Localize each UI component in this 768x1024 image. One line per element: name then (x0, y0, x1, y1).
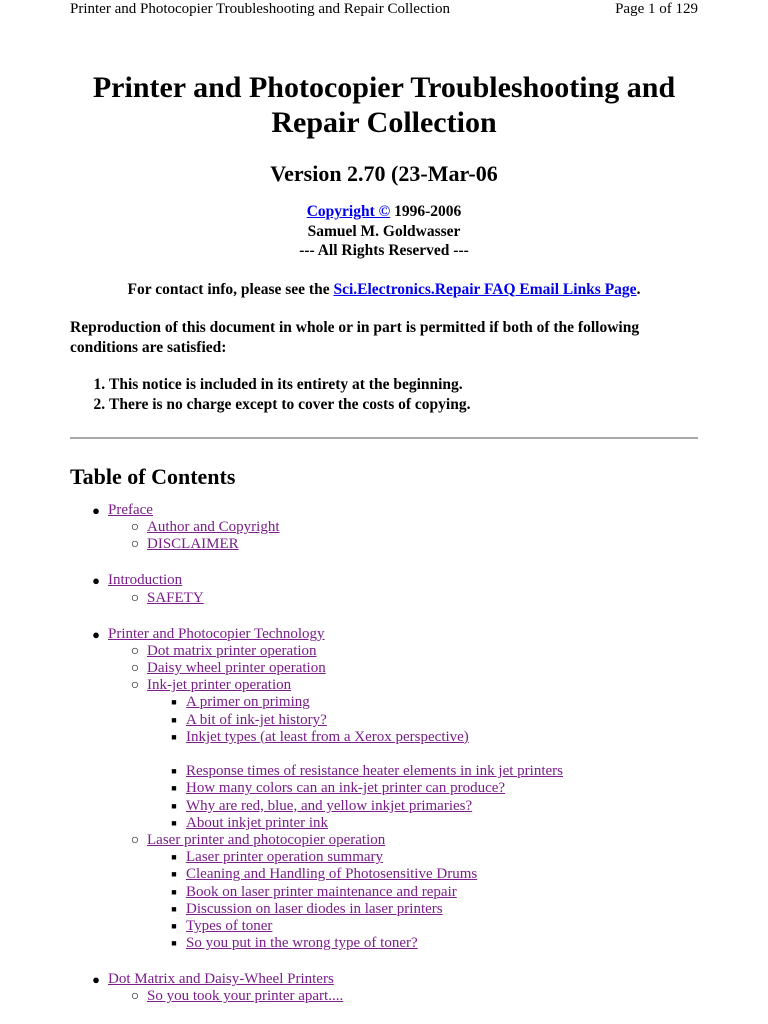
toc-link-drum-cleaning[interactable]: Cleaning and Handling of Photosensitive Drums (186, 866, 478, 883)
toc-item (70, 519, 698, 536)
square-bullet-icon: ■ (171, 869, 177, 880)
circle-bullet-icon: ○ (130, 590, 140, 606)
toc-link-toner-types[interactable]: Types of toner (186, 918, 273, 935)
toc-item (70, 590, 698, 607)
contact-suffix: . (636, 280, 641, 298)
email-links-page-link[interactable]: Sci.Electronics.Repair FAQ Email Links Page (333, 280, 637, 298)
toc-group-introduction (70, 572, 698, 606)
toc-item (70, 971, 698, 988)
reproduction-notice: Reproduction of this document in whole or in part is permitted if both of the following conditions are satisfied: (70, 319, 640, 356)
square-bullet-icon: ■ (171, 903, 177, 914)
toc-group-dot-matrix (70, 971, 698, 1005)
toc-item (70, 643, 698, 660)
circle-bullet-icon: ○ (130, 661, 140, 677)
toc-link-inkjet-types[interactable]: Inkjet types (at least from a Xerox perspective) (186, 728, 469, 745)
toc-item (70, 866, 698, 883)
toc-link-author-copyright[interactable]: Author and Copyright (147, 519, 280, 536)
toc-link-safety[interactable]: SAFETY (147, 589, 204, 606)
toc-link-printer-apart[interactable]: So you took your printer apart.... (147, 988, 344, 1005)
toc-group-preface (70, 502, 698, 554)
condition-item: 1. This notice is included in its entirety at the beginning. (109, 375, 698, 395)
square-bullet-icon: ■ (171, 714, 177, 725)
toc-item (70, 660, 698, 677)
disc-bullet-icon: ● (92, 573, 100, 589)
toc-item (70, 815, 698, 832)
toc-link-disclaimer[interactable]: DISCLAIMER (147, 536, 239, 553)
toc-link-inkjet-operation[interactable]: Ink-jet printer operation (147, 677, 292, 694)
toc-link-how-many-colors[interactable]: How many colors can an ink-jet printer can produce? (186, 780, 506, 797)
author-name: Samuel M. Goldwasser (307, 222, 461, 240)
circle-bullet-icon: ○ (130, 833, 140, 849)
condition-item: 2. There is no charge except to cover the costs of copying. (109, 395, 698, 415)
copyright-years: 1996-2006 (390, 203, 462, 220)
toc-link-inkjet-primaries[interactable]: Why are red, blue, and yellow inkjet primaries? (186, 797, 473, 814)
toc-heading: Table of Contents (70, 464, 236, 489)
toc-item (70, 502, 698, 519)
copyright-link[interactable]: Copyright © (306, 203, 391, 220)
toc-link-laser-diodes[interactable]: Discussion on laser diodes in laser printers (186, 900, 443, 917)
disc-bullet-icon: ● (92, 626, 100, 642)
contact-prefix: For contact info, please see the (127, 280, 334, 298)
square-bullet-icon: ■ (171, 852, 177, 863)
version-line: Version 2.70 (23-Mar-06 (270, 161, 498, 186)
toc-link-laser-book[interactable]: Book on laser printer maintenance and repair (186, 883, 457, 900)
disc-bullet-icon: ● (92, 503, 100, 518)
circle-bullet-icon: ○ (130, 678, 140, 694)
title-line-2: Repair Collection (271, 106, 497, 139)
square-bullet-icon: ■ (171, 938, 177, 949)
toc-link-technology[interactable]: Printer and Photocopier Technology (108, 625, 325, 642)
toc-item (70, 712, 698, 729)
square-bullet-icon: ■ (171, 783, 177, 794)
toc-item (70, 884, 698, 901)
circle-bullet-icon: ○ (130, 643, 140, 659)
toc-link-laser-summary[interactable]: Laser printer operation summary (186, 849, 384, 866)
square-bullet-icon: ■ (171, 817, 177, 828)
toc-link-dot-matrix-printers[interactable]: Dot Matrix and Daisy-Wheel Printers (108, 971, 334, 988)
square-bullet-icon: ■ (171, 697, 177, 708)
toc-link-inkjet-history[interactable]: A bit of ink-jet history? (186, 711, 327, 728)
toc-item (70, 763, 698, 780)
title-line-1: Printer and Photocopier Troubleshooting and (92, 71, 676, 104)
horizontal-divider (70, 437, 698, 439)
document-content (70, 0, 698, 1024)
toc-item (70, 918, 698, 935)
square-bullet-icon: ■ (171, 921, 177, 932)
toc-group-technology (70, 626, 698, 953)
toc-item (70, 572, 698, 589)
toc-link-daisy-wheel-operation[interactable]: Daisy wheel printer operation (147, 660, 326, 677)
toc-link-laser-operation[interactable]: Laser printer and photocopier operation (147, 832, 386, 849)
conditions-list (70, 375, 698, 414)
toc-link-inkjet-ink[interactable]: About inkjet printer ink (186, 814, 329, 831)
toc-item (70, 729, 698, 746)
square-bullet-icon: ■ (171, 800, 177, 811)
toc-link-introduction[interactable]: Introduction (108, 572, 183, 589)
document-title (70, 70, 698, 140)
toc-item (70, 780, 698, 797)
circle-bullet-icon: ○ (130, 520, 140, 536)
toc-link-wrong-toner[interactable]: So you put in the wrong type of toner? (186, 935, 418, 952)
toc-link-preface[interactable]: Preface (108, 502, 153, 518)
toc-item (70, 832, 698, 849)
toc-item (70, 935, 698, 952)
contact-line (70, 280, 698, 300)
square-bullet-icon: ■ (171, 731, 177, 742)
square-bullet-icon: ■ (171, 766, 177, 777)
circle-bullet-icon: ○ (130, 989, 140, 1005)
toc-item (70, 677, 698, 694)
table-of-contents (70, 502, 698, 1006)
toc-item (70, 849, 698, 866)
toc-item (70, 694, 698, 711)
toc-item (70, 626, 698, 643)
toc-item (70, 988, 698, 1005)
copyright-block (70, 202, 698, 261)
toc-link-primer-on-priming[interactable]: A primer on priming (186, 694, 310, 711)
square-bullet-icon: ■ (171, 886, 177, 897)
toc-link-dot-matrix-operation[interactable]: Dot matrix printer operation (147, 642, 317, 659)
toc-link-response-times[interactable]: Response times of resistance heater elements in ink jet printers (186, 763, 563, 780)
disc-bullet-icon: ● (92, 972, 100, 988)
toc-item (70, 901, 698, 918)
toc-item (70, 536, 698, 553)
rights-reserved: --- All Rights Reserved --- (299, 242, 469, 259)
header-doc-title: Printer and Photocopier Troubleshooting and Repair Collection (70, 1, 450, 17)
circle-bullet-icon: ○ (130, 537, 140, 553)
header-page-indicator: Page 1 of 129 (615, 1, 698, 17)
toc-item (70, 798, 698, 815)
